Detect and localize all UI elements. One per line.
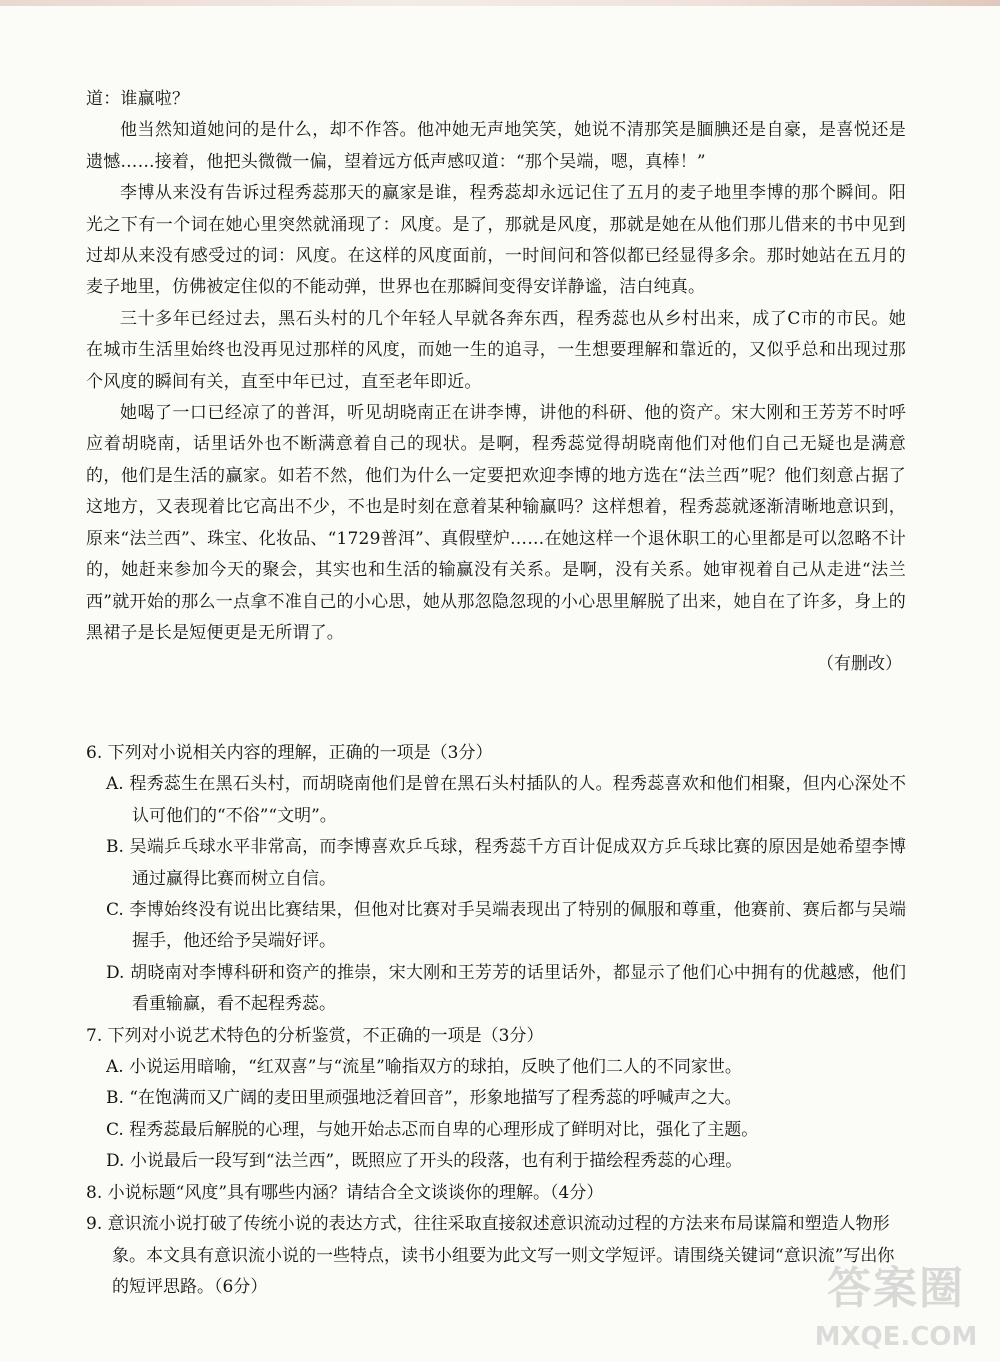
watermark-url: MXQE.COM xyxy=(814,1322,978,1352)
question-7-option-b: B. “在饱满而又广阔的麦田里顽强地泛着回音”，形象地描写了程秀蕊的呼喊声之大。 xyxy=(106,1088,742,1109)
top-edge-band xyxy=(0,0,1000,6)
question-7-option-d: D. 小说最后一段写到“法兰西”，既照应了开头的段落，也有利于描绘程秀蕊的心理。 xyxy=(106,1151,743,1172)
passage xyxy=(86,84,906,681)
passage-paragraph-5: 她喝了一口已经凉了的普洱，听见胡晓南正在讲李博，讲他的科研、他的资产。宋大刚和王芳芳不时呼应着胡晓南，话里话外也不断满意着自己的现状。是啊，程秀蕊觉得胡晓南他们对他们自己无疑也是满意的，他们是生活的赢家。如若不然，他们为什么一定要把欢迎李博的地方选在“法兰西”呢？他们刻意占据了这地方，又表现着比它高出不少，不也是时刻在意着某种输赢吗？这样想着，程秀蕊就逐渐清晰地意识到，原来“法兰西”、珠宝、化妆品、“1729普洱”、真假壁炉……在她这样一个退休职工的心里都是可以忽略不计的，她赶来参加今天的聚会，其实也和生活的输赢没有关系。是啊，没有关系。她审视着自己从走进“法兰西”就开始的那么一点拿不准自己的小心思，她从那忽隐忽现的小心思里解脱了出来，她自在了许多，身上的黑裙子是长是短便更是无所谓了。 xyxy=(86,403,906,643)
question-6 xyxy=(86,738,906,1021)
question-7 xyxy=(86,1021,906,1178)
question-7-stem: 7. 下列对小说艺术特色的分析鉴赏，不正确的一项是（3分） xyxy=(86,1025,544,1046)
question-6-option-b: B. 吴端乒乓球水平非常高，而李博喜欢乒乓球，程秀蕊千方百计促成双方乒乓球比赛的原因是她希望李博通过赢得比赛而树立自信。 xyxy=(106,837,906,889)
question-7-option-c: C. 程秀蕊最后解脱的心理，与她开始忐忑而自卑的心理形成了鲜明对比，强化了主题。 xyxy=(106,1119,759,1140)
question-8-stem: 8. 小说标题“风度”具有哪些内涵？请结合全文谈谈你的理解。（4分） xyxy=(86,1182,604,1203)
passage-paragraph-4: 三十多年已经过去，黑石头村的几个年轻人早就各奔东西，程秀蕊也从乡村出来，成了C市的市民。她在城市生活里始终也没再见过那样的风度，而她一生的追寻，一生想要理解和靠近的，又似乎总和出现过那个风度的瞬间有关，直至中年已过，直至老年即近。 xyxy=(86,308,906,392)
question-6-option-c: C. 李博始终没有说出比赛结果，但他对比赛对手吴端表现出了特别的佩服和尊重，他赛前、赛后都与吴端握手，他还给予吴端好评。 xyxy=(106,900,906,952)
source-note: （有删改） xyxy=(817,654,902,675)
question-9-stem: 9. 意识流小说打破了传统小说的表达方式，往往采取直接叙述意识流动过程的方法来布局谋篇和塑造人物形象。本文具有意识流小说的一些特点，读书小组要为此文写一则文学短评。请围绕关键词“意识流”写出你的短评思路。（6分） xyxy=(86,1214,895,1297)
question-7-option-a: A. 小说运用暗喻，“红双喜”与“流星”喻指双方的球拍，反映了他们二人的不同家世。 xyxy=(106,1057,742,1078)
question-6-option-a: A. 程秀蕊生在黑石头村，而胡晓南他们是曾在黑石头村插队的人。程秀蕊喜欢和他们相聚，但内心深处不认可他们的“不俗”“文明”。 xyxy=(106,774,906,826)
questions-section xyxy=(86,738,906,1303)
passage-paragraph-1: 道：谁赢啦？ xyxy=(86,89,190,109)
question-6-option-d: D. 胡晓南对李博科研和资产的推崇，宋大刚和王芳芳的话里话外，都显示了他们心中拥有的优越感，他们看重输赢，看不起程秀蕊。 xyxy=(106,962,906,1015)
watermark-glyphs: 答案圈 xyxy=(827,1263,965,1314)
passage-paragraph-2: 他当然知道她问的是什么，却不作答。他冲她无声地笑笑，她说不清那笑是腼腆还是自豪，是喜悦还是遗憾……接着，他把头微微一偏，望着远方低声感叹道：“那个吴端，嗯，真棒！” xyxy=(86,120,906,172)
question-8 xyxy=(86,1178,906,1209)
question-6-stem: 6. 下列对小说相关内容的理解，正确的一项是（3分） xyxy=(86,743,493,763)
passage-paragraph-3: 李博从来没有告诉过程秀蕊那天的赢家是谁，程秀蕊却永远记住了五月的麦子地里李博的那个瞬间。阳光之下有一个词在她心里突然就涌现了：风度。是了，那就是风度，那就是她在从他们那儿借来的书中见到过却从来没有感受过的词：风度。在这样的风度面前，一时间问和答似都已经显得多余。那时她站在五月的麦子地里，仿佛被定住似的不能动弹，世界也在那瞬间变得安详静谧，洁白纯真。 xyxy=(86,183,906,298)
question-9 xyxy=(86,1209,906,1303)
watermark-logo xyxy=(806,1262,986,1358)
